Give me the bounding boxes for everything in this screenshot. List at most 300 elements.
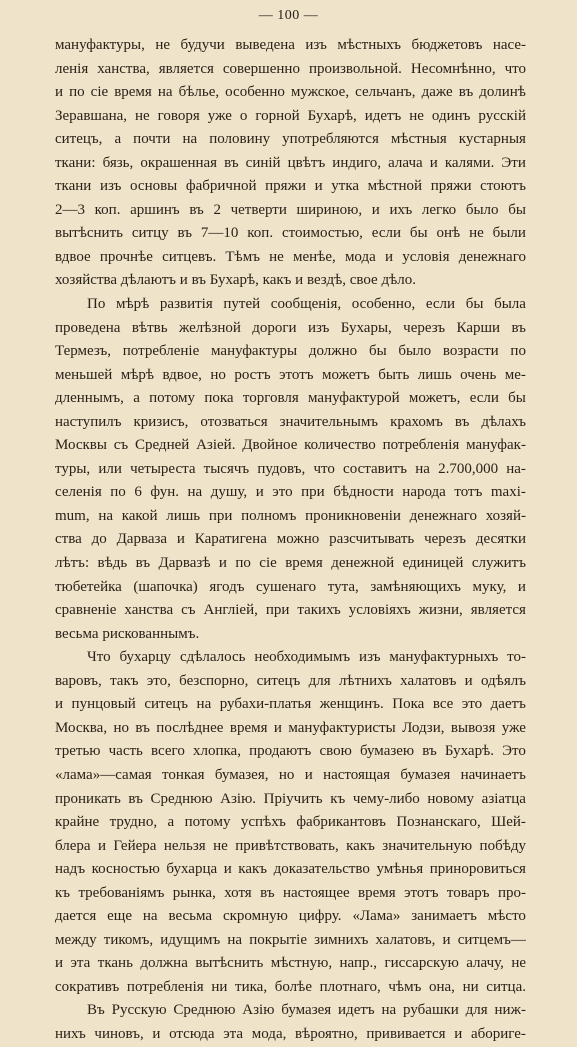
word: при: [301, 484, 325, 501]
word: значительную: [382, 837, 473, 854]
text-line: [55, 788, 526, 812]
word: на: [142, 908, 158, 925]
word: мѣсто: [487, 908, 526, 925]
word: если: [469, 390, 499, 407]
word: въ: [177, 225, 192, 242]
word: прививается: [366, 1025, 446, 1042]
word: долинѣ: [479, 84, 526, 101]
word: Карши: [456, 319, 501, 336]
word: и: [223, 861, 232, 878]
word: «лама»—самая: [55, 766, 152, 783]
word: въ: [511, 319, 526, 336]
word: не: [213, 837, 228, 854]
word: чиновъ,: [94, 1025, 144, 1042]
word: прочнѣе: [99, 248, 153, 265]
word: фун.: [150, 484, 179, 501]
word: и: [97, 837, 106, 854]
word: въ: [260, 884, 275, 901]
word: изъ: [359, 649, 381, 666]
word: но: [113, 719, 130, 736]
word: условіяхъ: [348, 602, 411, 619]
word: продаютъ: [249, 743, 312, 760]
word: наступилъ: [55, 413, 122, 430]
word: плотнаго,: [319, 978, 381, 995]
word: было: [398, 343, 432, 360]
word: Дарвазѣ: [158, 555, 211, 572]
text-line: [55, 811, 526, 835]
word: свое: [349, 272, 382, 289]
word: вдвое: [55, 248, 91, 265]
word: почти: [133, 131, 171, 148]
word: мануфактуры,: [55, 37, 145, 53]
word: третью: [55, 743, 101, 760]
word: послѣднее: [156, 719, 224, 736]
word: какъ: [346, 837, 375, 854]
word: о: [239, 107, 248, 124]
word: сельчанъ,: [355, 84, 416, 101]
word: въ: [224, 154, 239, 171]
word: стоютъ: [480, 178, 526, 195]
word: тика,: [235, 978, 268, 995]
word: «Лама»: [352, 908, 401, 925]
word: ни: [462, 978, 479, 995]
word: настоящая: [323, 766, 391, 783]
word: желѣзной: [178, 319, 241, 336]
word: 2.700,000: [438, 460, 499, 477]
word: и: [429, 154, 438, 171]
word: путей: [223, 296, 261, 313]
word: употребляются: [282, 131, 379, 148]
word: уже: [501, 719, 526, 736]
word: до: [91, 531, 107, 548]
word: умѣнья: [376, 861, 424, 878]
word: мануфактурой: [308, 390, 400, 407]
word: бумазею: [359, 743, 415, 760]
word: ткань: [97, 955, 133, 972]
word: очень: [460, 366, 497, 383]
word: или: [98, 460, 122, 477]
word: новому: [427, 790, 475, 807]
word: кустарныя: [458, 131, 526, 148]
word: По: [87, 296, 106, 313]
word: и: [55, 84, 64, 101]
word: синій: [245, 154, 281, 171]
word: къ: [330, 790, 346, 807]
word: отсюда: [169, 1025, 215, 1042]
word: занимаетъ: [411, 908, 477, 925]
text-line: [55, 740, 526, 764]
word: 7—10: [200, 225, 239, 242]
word: рискованнымъ.: [102, 625, 200, 642]
word: идущимъ: [160, 931, 221, 948]
word: мѣстныя: [390, 131, 447, 148]
word: Среднюю: [150, 790, 213, 807]
word: хлопка,: [192, 743, 241, 760]
word: бухарца: [166, 861, 218, 878]
word: идетъ: [364, 107, 402, 124]
word: блера: [55, 837, 91, 854]
word: Каратигена: [194, 531, 267, 548]
word: то-: [507, 649, 526, 666]
word: ханства: [124, 602, 174, 619]
word: даетъ: [490, 696, 526, 713]
word: бы: [508, 201, 526, 218]
word: этотъ: [279, 366, 314, 383]
text-line: [55, 199, 526, 223]
word: время: [114, 84, 152, 101]
word: денежнаго: [458, 248, 526, 265]
word: фабричной: [185, 178, 257, 195]
word: сокративъ: [55, 978, 120, 995]
word: сіе: [90, 84, 109, 101]
word: одинъ: [431, 107, 471, 124]
word: ни: [211, 978, 228, 995]
word: стоимостью,: [281, 225, 363, 242]
word: весьма: [168, 908, 213, 925]
text-line: [55, 764, 526, 788]
text-line: [55, 1023, 526, 1047]
word: тонкая: [161, 766, 205, 783]
text-line: [55, 411, 526, 435]
word: мода: [344, 248, 376, 265]
word: рубашки: [403, 1002, 459, 1019]
text-line: [55, 882, 526, 906]
text-line: [55, 246, 526, 270]
word: мануфактурныхъ: [389, 649, 499, 666]
text-line: [55, 858, 526, 882]
word: начинаетъ: [460, 766, 526, 783]
word: побѣду: [479, 837, 526, 854]
word: крахомъ: [390, 413, 443, 430]
word: жизни,: [418, 602, 463, 619]
word: Москва,: [55, 719, 108, 736]
word: абориге-: [470, 1025, 526, 1042]
word: эта: [223, 1025, 244, 1042]
word: русскій: [478, 107, 526, 124]
word: на: [381, 1002, 397, 1019]
word: служитъ: [471, 555, 526, 572]
word: быть: [378, 366, 410, 383]
word: не: [469, 225, 484, 242]
word: какой: [121, 507, 158, 524]
word: мѣрѣ: [115, 296, 150, 313]
word: косностью: [91, 861, 160, 878]
word: разсчитывать: [329, 531, 415, 548]
text-line: [55, 646, 526, 670]
text-line: [55, 693, 526, 717]
word: изъ: [99, 178, 122, 195]
word: пудовъ,: [257, 460, 306, 477]
word: лишь: [417, 366, 452, 383]
word: гиссарскую: [384, 955, 459, 972]
word: mum,: [55, 507, 90, 524]
text-line: [55, 175, 526, 199]
word: вѣроятно,: [295, 1025, 358, 1042]
word: еще: [107, 908, 133, 925]
word: maxi-: [490, 484, 526, 501]
word: цифру.: [298, 908, 342, 925]
word: 2: [213, 201, 221, 218]
word: на: [196, 696, 212, 713]
word: про-: [497, 884, 526, 901]
word: и: [464, 672, 473, 689]
word: Это: [502, 743, 526, 760]
word: въ: [128, 790, 143, 807]
word: она,: [428, 978, 455, 995]
word: Несомнѣнно,: [410, 60, 496, 77]
text-line: [55, 105, 526, 129]
word: по: [110, 484, 126, 501]
word: бы: [508, 390, 526, 407]
word: будучи: [180, 37, 225, 53]
word: сіе: [259, 555, 277, 572]
word: полномъ: [241, 507, 297, 524]
word: меньшей: [55, 366, 113, 383]
word: съ: [181, 602, 196, 619]
word: товаръ: [446, 884, 490, 901]
word: ме-: [504, 366, 526, 383]
word: бумазея: [281, 1002, 332, 1019]
word: селенія: [55, 484, 102, 501]
word: онѣ: [436, 225, 461, 242]
word: дается: [55, 908, 97, 925]
word: коп.: [247, 225, 274, 242]
word: такихъ: [297, 602, 341, 619]
word: какъ: [238, 861, 268, 878]
word: мануфактуры: [211, 343, 298, 360]
word: и: [371, 201, 380, 218]
text-line: [55, 269, 526, 293]
word: изъ: [307, 319, 330, 336]
word: туры,: [55, 460, 91, 477]
word: доказательство: [273, 861, 370, 878]
word: свою: [319, 743, 352, 760]
word: половину: [209, 131, 271, 148]
word: возрасти: [442, 343, 499, 360]
word: время: [285, 555, 323, 572]
word: этотъ: [404, 884, 439, 901]
word: Бухарѣ,: [209, 272, 263, 289]
word: хозяйства: [55, 272, 121, 289]
text-line: [55, 81, 526, 105]
word: сдѣлалось: [179, 649, 246, 666]
text-line: [55, 528, 526, 552]
word: и: [517, 578, 526, 595]
word: на: [415, 460, 430, 477]
word: особенно: [225, 84, 285, 101]
word: шириною,: [296, 201, 363, 218]
word: хотя: [224, 884, 252, 901]
word: является: [470, 602, 526, 619]
word: калями.: [444, 154, 495, 171]
word: бы: [409, 225, 428, 242]
text-line: [55, 58, 526, 82]
word: Зеравшана,: [55, 107, 128, 124]
word: варовъ,: [55, 672, 102, 689]
word: ситцу: [131, 225, 169, 242]
word: время: [358, 884, 396, 901]
word: Пріучить: [263, 790, 323, 807]
word: бухарцу: [119, 649, 172, 666]
word: условія: [402, 248, 450, 265]
word: дленнымъ,: [55, 390, 124, 407]
word: мануфактуристы: [288, 719, 396, 736]
word: что: [504, 60, 526, 77]
word: уже: [207, 107, 232, 124]
word: является: [158, 60, 214, 77]
word: покрытіе: [249, 931, 308, 948]
word: привѣтствовать,: [235, 837, 339, 854]
word: эта: [70, 955, 91, 972]
word: пока: [204, 390, 234, 407]
word: вѣдь: [97, 555, 128, 572]
word: скромную: [222, 908, 288, 925]
word: рынка,: [172, 884, 216, 901]
word: Бухарѣ.: [444, 743, 494, 760]
word: Двойное: [242, 437, 298, 454]
word: чѣмъ: [388, 978, 422, 995]
word: на: [227, 931, 243, 948]
word: въ: [454, 413, 470, 430]
word: ситца.: [486, 978, 526, 995]
body-text: [55, 34, 526, 1047]
word: на-: [506, 460, 526, 477]
word: необходимымъ: [254, 649, 351, 666]
word: вездѣ,: [306, 272, 350, 289]
word: ниж-: [494, 1002, 526, 1019]
word: рубахи-платья: [219, 696, 312, 713]
word: если: [425, 296, 456, 313]
word: ханства,: [97, 60, 150, 77]
word: по: [235, 555, 251, 572]
text-line: [55, 340, 526, 364]
word: дѣлаютъ: [120, 272, 180, 289]
word: потребленія: [382, 437, 460, 454]
text-line: [55, 835, 526, 859]
word: для: [308, 672, 331, 689]
word: сравненіе: [55, 602, 117, 619]
word: народа: [402, 484, 446, 501]
word: сообщенія,: [270, 296, 342, 313]
word: въ: [189, 201, 204, 218]
text-line: [55, 599, 526, 623]
word: въ: [458, 84, 474, 101]
word: и: [179, 272, 192, 289]
word: ростъ: [234, 366, 271, 383]
word: дѣлахъ: [481, 413, 526, 430]
word: тута,: [327, 578, 359, 595]
text-line: [55, 576, 526, 600]
word: надъ: [55, 861, 86, 878]
word: и: [454, 1025, 463, 1042]
word: ситецъ: [256, 672, 301, 689]
word: но: [210, 366, 226, 383]
word: по: [69, 84, 85, 101]
word: лѣтнихъ: [338, 672, 392, 689]
word: Тѣмъ: [225, 248, 260, 265]
word: на: [157, 84, 173, 101]
text-line: [55, 317, 526, 341]
word: и: [55, 955, 64, 972]
word: проведена: [55, 319, 121, 336]
word: утка: [331, 178, 360, 195]
text-line: [55, 905, 526, 929]
word: Азію.: [220, 790, 257, 807]
word: для: [465, 1002, 488, 1019]
word: Средней: [134, 437, 190, 454]
word: бы: [368, 343, 387, 360]
word: мануфак-: [466, 437, 526, 454]
word: потому: [149, 390, 196, 407]
word: такъ: [110, 672, 139, 689]
word: Русскую: [111, 1002, 167, 1019]
word: Гейера: [113, 837, 157, 854]
word: алачу,: [466, 955, 504, 972]
word: вытѣснить: [195, 955, 264, 972]
word: потребленіе: [122, 343, 200, 360]
word: бѣлье,: [178, 84, 220, 101]
word: денежной: [331, 555, 395, 572]
word: это: [272, 484, 293, 501]
word: ситцевъ.: [162, 248, 217, 265]
word: зимнихъ: [314, 931, 369, 948]
word: горной: [255, 107, 300, 124]
word: можетъ,: [408, 390, 461, 407]
word: а: [114, 131, 122, 148]
word: четверти: [230, 201, 287, 218]
word: къ: [55, 884, 71, 901]
word: особенно,: [351, 296, 416, 313]
word: десятки: [475, 531, 526, 548]
word: Среднюю: [173, 1002, 236, 1019]
word: 6: [134, 484, 142, 501]
word: не: [511, 955, 526, 972]
text-line: [55, 34, 526, 58]
word: что: [313, 460, 335, 477]
word: болѣе: [274, 978, 312, 995]
word: и: [218, 555, 227, 572]
word: это: [461, 696, 483, 713]
word: чему-либо: [352, 790, 420, 807]
word: Азію: [242, 1002, 275, 1019]
word: успѣхъ: [240, 814, 286, 831]
word: идетъ: [338, 1002, 375, 1019]
word: бязь,: [102, 154, 134, 171]
word: въ: [191, 272, 210, 289]
word: весьма: [55, 625, 103, 642]
word: тюбетейка: [55, 578, 122, 595]
word: часть: [108, 743, 143, 760]
word: по: [510, 343, 526, 360]
word: индиго,: [332, 154, 382, 171]
word: насе-: [492, 37, 526, 53]
word: бумазея: [400, 766, 451, 783]
word: Москвы: [55, 437, 107, 454]
word: все: [432, 696, 454, 713]
word: азіатца: [481, 790, 526, 807]
text-line: [55, 552, 526, 576]
word: Пока: [392, 696, 425, 713]
word: можно: [276, 531, 320, 548]
word: Эти: [501, 154, 526, 171]
word: пунцовый: [71, 696, 136, 713]
word: и: [295, 272, 307, 289]
word: тикомъ,: [103, 931, 154, 948]
text-line: [55, 952, 526, 976]
word: сушенаго: [256, 578, 317, 595]
text-line: [55, 458, 526, 482]
word: съ: [113, 437, 129, 454]
